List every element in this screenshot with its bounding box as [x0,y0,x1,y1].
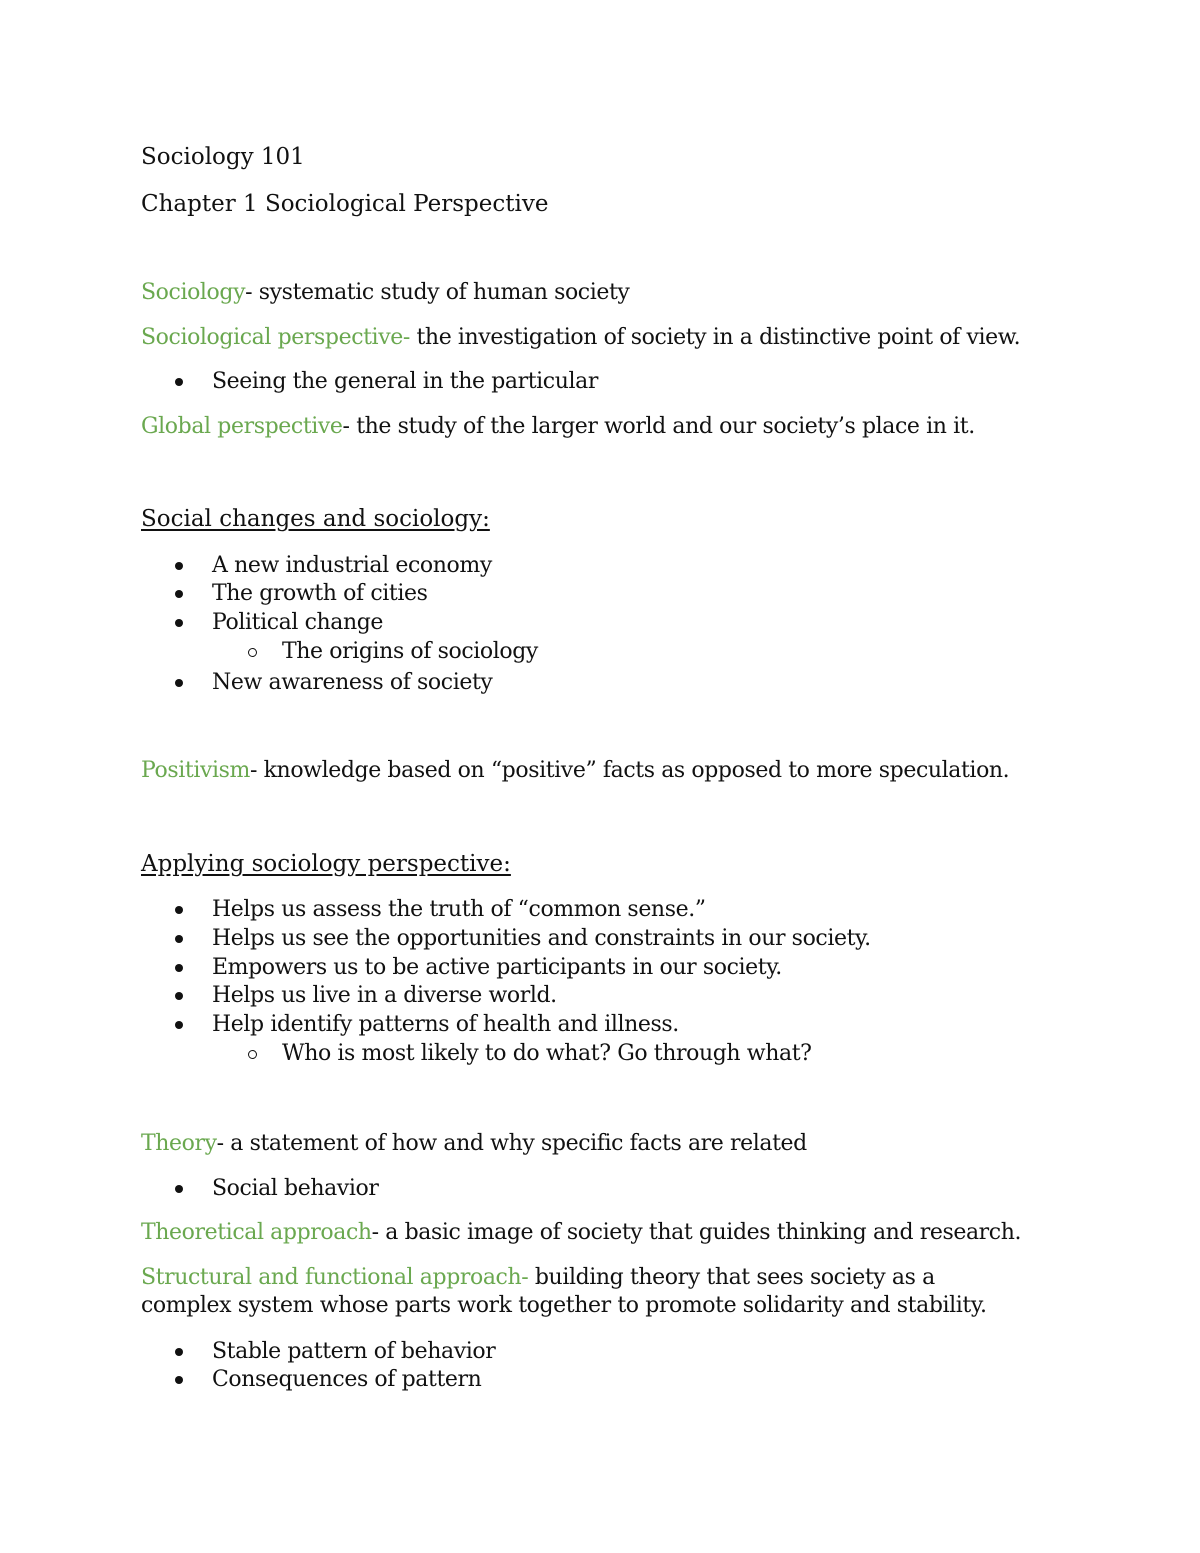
bullet-icon [175,562,183,570]
bullet-icon [175,992,183,1000]
bullet-icon [175,964,183,972]
list-item: Helps us assess the truth of “common sense.” [212,897,706,922]
list-item: Helps us see the opportunities and constraints in our society. [212,926,871,951]
list-item: Social behavior [212,1176,379,1201]
term-label: Positivism [141,758,250,783]
sub-list-item: Who is most likely to do what? Go through what? [282,1041,812,1066]
definition-positivism [141,757,1009,785]
definition-text: building theory that sees society as a complex system whose parts work together to promote solidarity and stability. [141,1265,987,1318]
list-item: A new industrial economy [212,553,492,578]
list-item: The growth of cities [212,581,428,606]
list-item: Political change [212,610,384,635]
course-title: Sociology 101 [141,144,305,170]
list-item: Empowers us to be active participants in our society. [212,955,782,980]
term-label: Structural and functional approach- [141,1265,529,1290]
term-label: Global perspective [141,414,343,439]
definition-text: a statement of how and why specific facts are related [230,1131,807,1156]
definition-text: the investigation of society in a distinctive point of view. [416,325,1021,350]
definition-sociology [141,279,629,307]
sub-bullet-icon [248,648,257,657]
list-item: Stable pattern of behavior [212,1339,496,1364]
term-separator: - [249,758,264,783]
definition-theoretical-approach [141,1219,1021,1247]
bullet-icon [175,1021,183,1029]
term-separator: - [216,1131,231,1156]
term-separator: - [371,1220,386,1245]
definition-theory [141,1130,807,1158]
definition-text: systematic study of human society [258,280,630,305]
section-heading-social-changes: Social changes and sociology: [141,506,490,532]
term-separator: - [245,280,259,305]
definition-text: the study of the larger world and our society’s place in it. [356,414,975,439]
definition-sociological-perspective [141,324,1020,352]
section-heading-applying: Applying sociology perspective: [141,851,511,877]
list-item: Helps us live in a diverse world. [212,983,557,1008]
term-separator: - [342,414,357,439]
sub-bullet-icon [248,1050,257,1059]
sub-list-item: The origins of sociology [282,639,538,664]
bullet-icon [175,906,183,914]
chapter-title: Chapter 1 Sociological Perspective [141,191,549,217]
definition-structural-functional [141,1264,1021,1320]
list-item: Seeing the general in the particular [212,369,598,394]
list-item: Help identify patterns of health and illness. [212,1012,679,1037]
bullet-icon [175,590,183,598]
term-label: Sociological perspective- [141,325,410,350]
bullet-icon [175,1376,183,1384]
definition-text: knowledge based on “positive” facts as opposed to more speculation. [263,758,1010,783]
definition-text: a basic image of society that guides thinking and research. [385,1220,1022,1245]
term-label: Theory [141,1131,217,1156]
list-item: Consequences of pattern [212,1367,482,1392]
bullet-icon [175,1348,183,1356]
list-item: New awareness of society [212,670,493,695]
bullet-icon [175,1185,183,1193]
term-label: Sociology [141,280,246,305]
bullet-icon [175,935,183,943]
definition-global-perspective [141,413,975,441]
bullet-icon [175,679,183,687]
term-separator [528,1265,535,1290]
bullet-icon [175,619,183,627]
term-label: Theoretical approach [141,1220,372,1245]
bullet-icon [175,378,183,386]
